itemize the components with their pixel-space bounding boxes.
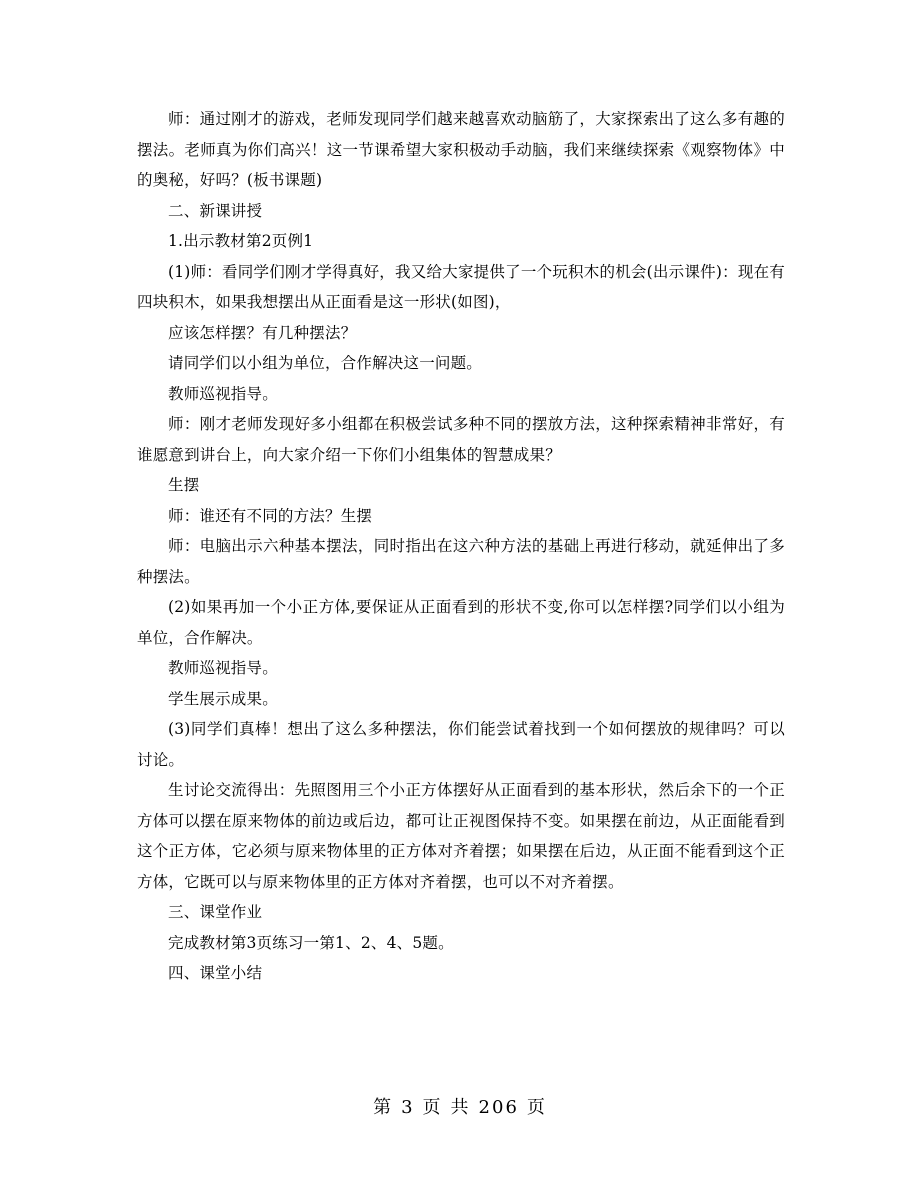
page-footer: [0, 1093, 920, 1119]
paragraph: 师：刚才老师发现好多小组都在积极尝试多种不同的摆放方法，这种探索精神非常好，有谁愿意到讲台上，向大家介绍一下你们小组集体的智慧成果？: [137, 415, 785, 464]
footer-total-word: 共: [450, 1097, 471, 1118]
section-heading: 四、课堂小结: [168, 964, 263, 982]
paragraph: 应该怎样摆？有几种摆法？: [168, 323, 357, 342]
footer-suffix: 页: [526, 1097, 547, 1118]
paragraph: (1)师：看同学们刚才学得真好，我又给大家提供了一个玩积木的机会(出示课件)：现在有四块积木，如果我想摆出从正面看是这一形状(如图)，: [137, 262, 785, 311]
footer-prefix: 第: [373, 1097, 394, 1118]
paragraph: 学生展示成果。: [168, 689, 278, 708]
document-body: [137, 104, 785, 989]
paragraph: (2)如果再加一个小正方体,要保证从正面看到的形状不变,你可以怎样摆?同学们以小组为单位，合作解决。: [137, 598, 785, 647]
paragraph: 请同学们以小组为单位，合作解决这一问题。: [168, 354, 483, 372]
paragraph: 教师巡视指导。: [168, 659, 278, 677]
total-page-count: 206: [478, 1097, 519, 1118]
paragraph: 1.出示教材第2页例1: [168, 232, 314, 250]
paragraph: 完成教材第3页练习一第1、2、4、5题。: [168, 933, 454, 952]
paragraph: 生讨论交流得出：先照图用三个小正方体摆好从正面看到的基本形状，然后余下的一个正方体可以摆在原来物体的前边或后边，都可让正视图保持不变。如果摆在前边，从正面能看到这个正方体，它必须与原来物体里的正方体对齐着摆；如果摆在后边，从正面不能看到这个正方体，它既可以与原来物体里的正方体对齐着摆，也可以不对齐着摆。: [137, 781, 785, 891]
paragraph: 师：电脑出示六种基本摆法，同时指出在这六种方法的基础上再进行移动，就延伸出了多种摆法。: [137, 537, 785, 586]
paragraph: 教师巡视指导。: [168, 384, 278, 403]
paragraph: 师：通过刚才的游戏，老师发现同学们越来越喜欢动脑筋了，大家探索出了这么多有趣的摆法。老师真为你们高兴！这一节课希望大家积极动手动脑，我们来继续探索《观察物体》中的奥秘，好吗？(板书课题): [137, 110, 785, 189]
paragraph: 生摆: [168, 476, 200, 494]
section-heading: 二、新课讲授: [168, 201, 263, 220]
footer-page-word: 页: [422, 1097, 443, 1118]
paragraph: 师：谁还有不同的方法？生摆: [168, 506, 373, 525]
paragraph: (3)同学们真棒！想出了这么多种摆法，你们能尝试着找到一个如何摆放的规律吗？可以讨论。: [137, 720, 785, 769]
current-page-number: 3: [401, 1097, 415, 1118]
section-heading: 三、课堂作业: [168, 903, 263, 921]
